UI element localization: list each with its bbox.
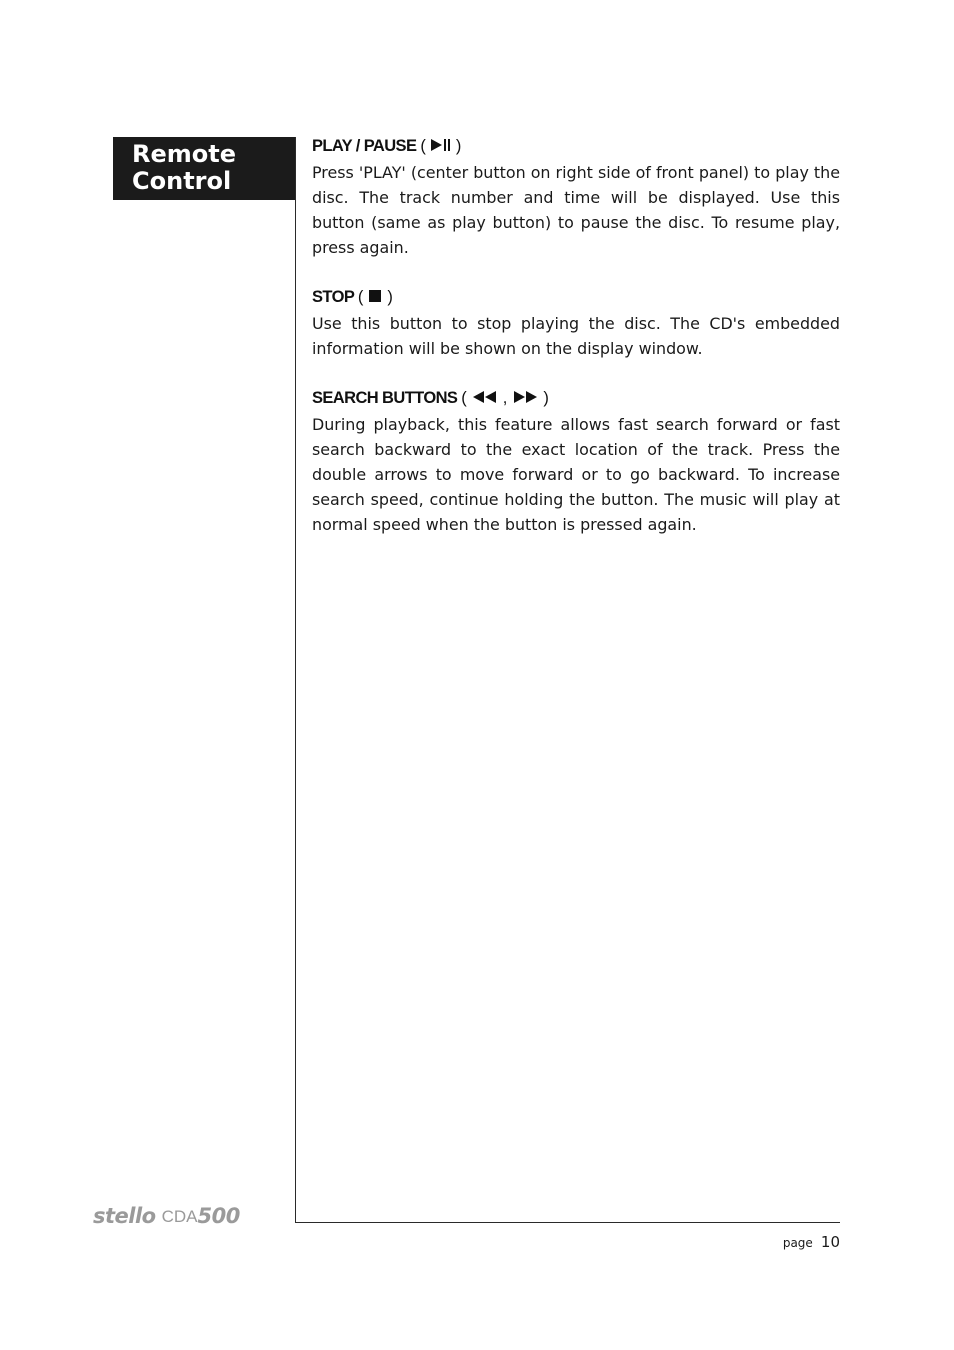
heading-search: SEARCH BUTTONS ( , ) — [312, 386, 840, 412]
heading-play-pause: PLAY / PAUSE ( ) — [312, 134, 840, 160]
heading-stop: STOP ( ) — [312, 285, 840, 311]
page-number — [783, 1232, 840, 1251]
body-stop: Use this button to stop playing the disc. The CD's embedded information will be shown on the display window. — [312, 314, 840, 358]
content-column — [312, 134, 840, 562]
vertical-divider — [295, 137, 296, 1223]
section-search — [312, 386, 840, 537]
brand-logo — [93, 1203, 240, 1227]
section-title-line-2: Control — [132, 167, 232, 195]
footer-divider — [295, 1222, 840, 1223]
rewind-icon — [471, 387, 499, 412]
search-separator: , — [502, 389, 508, 407]
play-pause-icon — [430, 135, 452, 160]
body-search: During playback, this feature allows fast search forward or fast search backward to the exact location of the track. Press the double arrows to move forward or to go backward. To increase search speed, continue holding the button. The music will play at normal speed when the button is pressed again. — [312, 415, 840, 534]
heading-stop-label: STOP — [312, 288, 354, 306]
page-label: page — [782, 1236, 813, 1250]
heading-search-label: SEARCH BUTTONS — [312, 389, 458, 407]
brand-name: stello — [93, 1204, 156, 1228]
page-number-value: 10 — [820, 1233, 840, 1251]
section-play-pause — [312, 134, 840, 260]
heading-play-pause-label: PLAY / PAUSE — [312, 137, 417, 155]
model-number: 500 — [197, 1204, 240, 1228]
section-title-box — [113, 137, 295, 200]
model-prefix: CDA — [161, 1207, 198, 1226]
fast-forward-icon — [511, 387, 539, 412]
section-stop — [312, 285, 840, 361]
stop-icon — [367, 286, 383, 311]
section-title-line-1: Remote — [132, 140, 237, 168]
body-play-pause: Press 'PLAY' (center button on right side of front panel) to play the disc. The track number and time will be displayed. Use this button (same as play button) to pause the disc. To resume play, press again. — [312, 163, 840, 257]
